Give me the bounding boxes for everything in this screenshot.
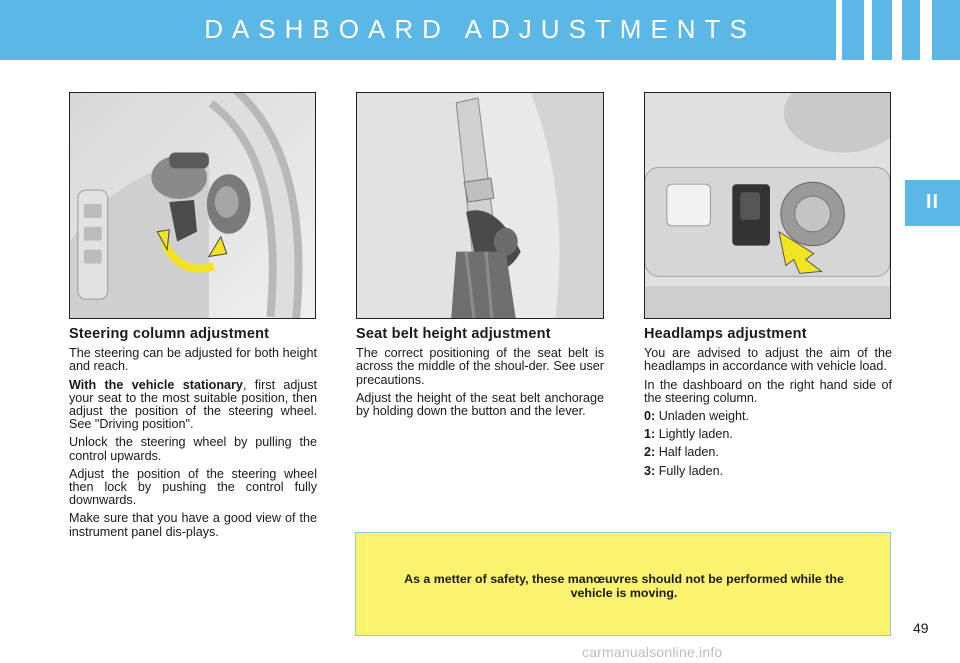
paragraph: Adjust the position of the steering wheel then lock by pushing the control fully downwards.	[69, 466, 317, 508]
paragraph: The steering can be adjusted for both height and reach.	[69, 346, 317, 374]
seat-belt-section	[356, 328, 604, 423]
list-item: 1: Lightly laden.	[644, 427, 733, 442]
page-title: DASHBOARD ADJUSTMENTS	[204, 14, 756, 44]
list-item: 0: Unladen weight.	[644, 409, 750, 424]
safety-note: As a metter of safety, these manœuvres should not be performed while the vehicle is moving.	[404, 572, 844, 600]
paragraph: Adjust the height of the seat belt anchorage by holding down the button and the lever.	[356, 390, 604, 419]
watermark: carmanualsonline.info	[582, 644, 723, 660]
headlamps-section	[644, 328, 892, 483]
safety-note-box	[355, 532, 891, 636]
page-number: 49	[913, 620, 929, 636]
section-heading: Seat belt height adjustment	[356, 326, 551, 342]
chapter-label: II	[925, 191, 940, 213]
paragraph: In the dashboard on the right hand side of the steering column.	[644, 377, 892, 405]
steering-column-section	[69, 328, 317, 544]
paragraph: Unlock the steering wheel by pulling the control upwards.	[69, 435, 317, 463]
seat-belt-illustration	[356, 92, 604, 319]
paragraph: Make sure that you have a good view of the instrument panel dis-plays.	[69, 511, 317, 539]
list-item: 3: Fully laden.	[644, 463, 724, 478]
headlamp-control-illustration	[644, 92, 891, 319]
page-header	[0, 0, 960, 60]
steering-column-illustration	[69, 92, 316, 319]
section-heading: Steering column adjustment	[69, 326, 270, 342]
paragraph: The correct positioning of the seat belt is across the middle of the shoul-der. See user precautions.	[356, 346, 604, 387]
chapter-tab[interactable]	[905, 180, 960, 226]
section-heading: Headlamps adjustment	[644, 326, 807, 342]
paragraph: You are advised to adjust the aim of the headlamps in accordance with vehicle load.	[644, 346, 892, 374]
paragraph: With the vehicle stationary, first adjust your seat to the most suitable position, then adjust the position of the steering wheel. See "Driving position".	[69, 377, 318, 432]
list-item: 2: Half laden.	[644, 445, 719, 460]
